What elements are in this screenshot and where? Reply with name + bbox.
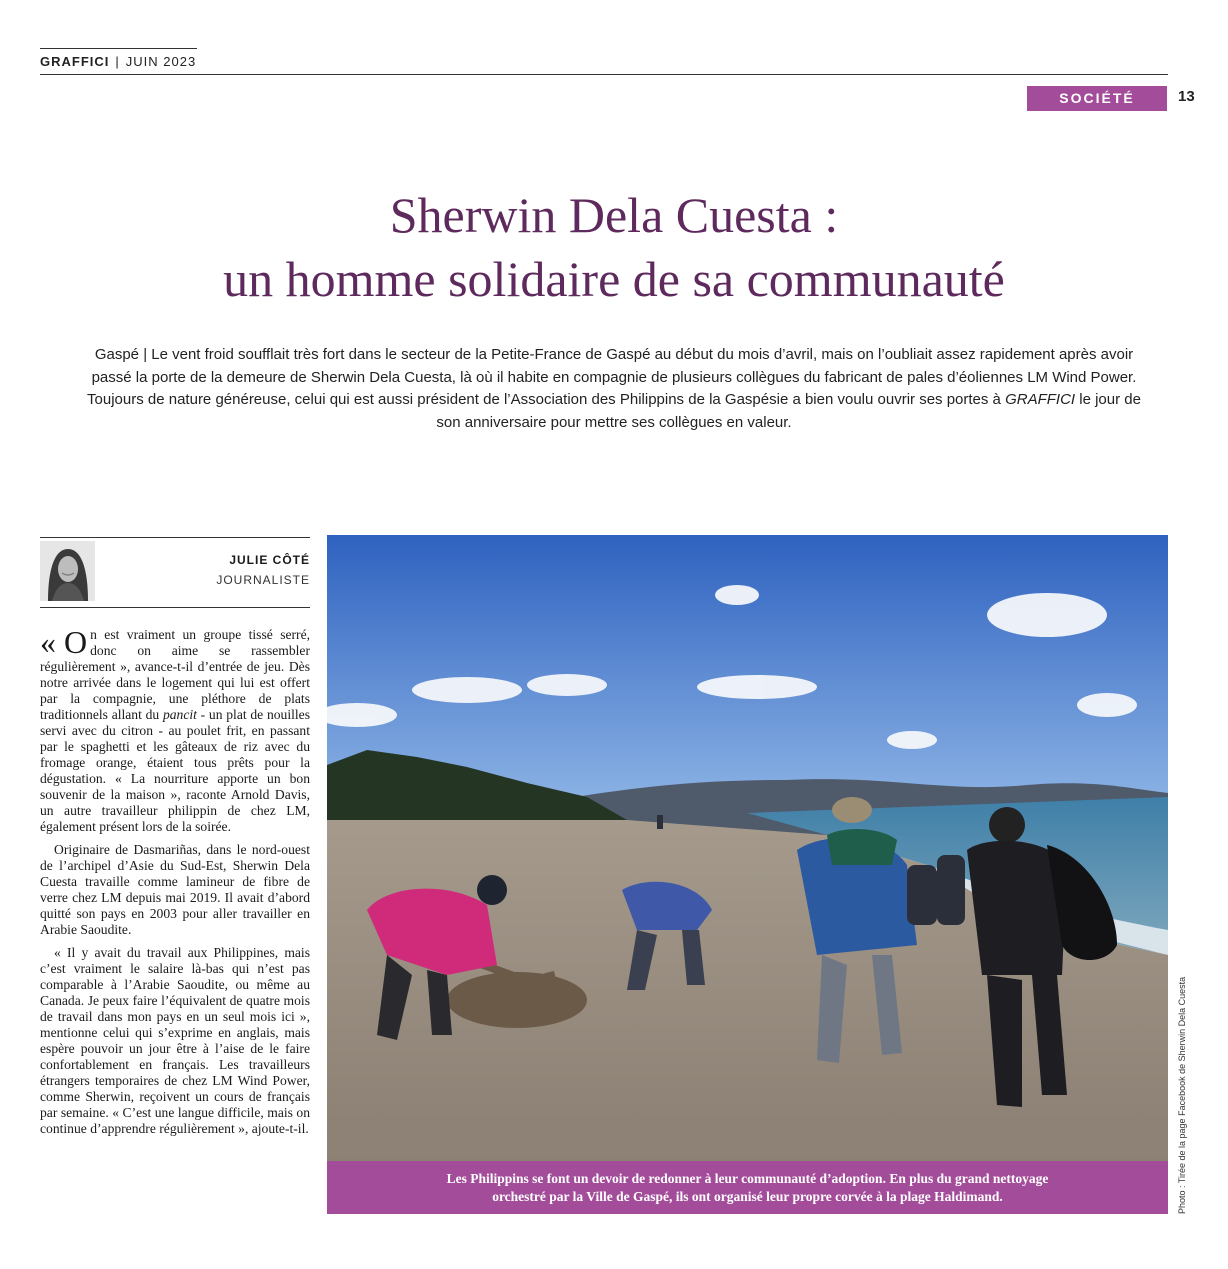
article-title <box>60 183 1168 311</box>
section-tag: SOCIÉTÉ <box>1027 86 1167 111</box>
paragraph-1-text-a: n est vraiment un groupe tissé serré, donc on aime se rassembler régulièrement », avance-t-il d’entrée de jeu. Dès notre arrivée dans le logement qui lui est offert par la compagnie, une pléthore de plats traditionnels allant du <box>40 627 310 722</box>
author-role: JOURNALISTE <box>216 573 310 587</box>
title-line-1: Sherwin Dela Cuesta : <box>389 187 839 243</box>
byline-rule-bottom <box>40 607 310 608</box>
dropcap <box>40 624 88 660</box>
author-name: JULIE CÔTÉ <box>229 553 310 567</box>
body-paragraph-1 <box>40 624 310 835</box>
dropcap-letter: O <box>64 624 88 660</box>
paragraph-1-text-b: - un plat de nouilles servi avec du citron - au poulet frit, en passant par le spaghetti et les gâteaux de riz avec du fromage orange, étaient tous prêts pour la dégustation. « La nourriture apporte un bon souvenir de la maison », raconte Arnold Davis, un autre travailleur philippin de chez LM, également présent lors de la soirée. <box>40 707 310 834</box>
body-paragraph-3: « Il y avait du travail aux Philippines, mais c’est vraiment le salaire là-bas qui n’est pas comparable à l’Arabie Saoudite, ou même au Canada. Je peux faire l’équivalent de quatre mois de travail dans mon pays en un seul mois ici », mentionne celui qui s’exprime en anglais, mais espère pouvoir un jour être à l’aise de le faire confortablement en français. Les travailleurs étrangers temporaires de chez LM Wind Power, comme Sherwin, reçoivent un cours de français par semaine. « C’est une langue difficile, mais on continue d’apprendre régulièrement », ajoute-t-il. <box>40 945 310 1136</box>
lead-publication-name: GRAFFICI <box>1005 391 1076 408</box>
article-lead <box>80 344 1148 434</box>
header-rule <box>40 74 1168 75</box>
article-photo <box>327 535 1168 1161</box>
byline-rule-top <box>40 537 310 538</box>
header-top-rule <box>40 48 197 49</box>
foreground-shadow <box>327 1135 1168 1161</box>
page-number: 13 <box>1178 88 1195 105</box>
paragraph-1-italic: pancit <box>162 707 197 722</box>
brand-separator: | <box>115 54 120 69</box>
dropcap-quote: « <box>40 624 64 660</box>
photo-caption <box>327 1161 1168 1214</box>
brand-name: GRAFFICI <box>40 54 110 69</box>
photo-credit: Photo : Tirée de la page Facebook de Sherwin Dela Cuesta <box>1177 976 1187 1214</box>
caption-line-2: orchestré par la Ville de Gaspé, ils ont organisé leur propre corvée à la plage Haldimand. <box>492 1188 1003 1204</box>
publication-brand <box>40 54 196 69</box>
body-paragraph-2: Originaire de Dasmariñas, dans le nord-ouest de l’archipel d’Asie du Sud-Est, Sherwin Dela Cuesta travaille comme lamineur de fibre de verre chez LM depuis mai 2019. Il avait d’abord quitté son pays en 2003 pour aller travailler en Arabie Saoudite. <box>40 842 310 937</box>
lead-text-1: Gaspé | Le vent froid soufflait très fort dans le secteur de la Petite-France de Gaspé au début du mois d’avril, mais on l’oubliait assez rapidement après avoir passé la porte de la demeure de Sherwin Dela Cuesta, là où il habite en compagnie de plusieurs collègues du fabricant de pales d’éoliennes LM Wind Power. Toujours de nature généreuse, celui qui est aussi président de l’Association des Philippins de la Gaspésie a bien voulu ouvrir ses portes à <box>87 346 1137 408</box>
caption-line-1: Les Philippins se font un devoir de redonner à leur communauté d’adoption. En plus du grand nettoyage <box>446 1170 1049 1186</box>
article-body <box>40 624 310 1144</box>
author-photo-icon <box>40 541 95 601</box>
issue-date: JUIN 2023 <box>125 54 197 69</box>
title-line-2: un homme solidaire de sa communauté <box>223 251 1005 307</box>
author-avatar <box>40 541 95 601</box>
beach-cleanup-photo <box>327 535 1168 1161</box>
lead-text-2: le jour de son anniversaire pour mettre ses collègues en valeur. <box>436 391 1141 431</box>
